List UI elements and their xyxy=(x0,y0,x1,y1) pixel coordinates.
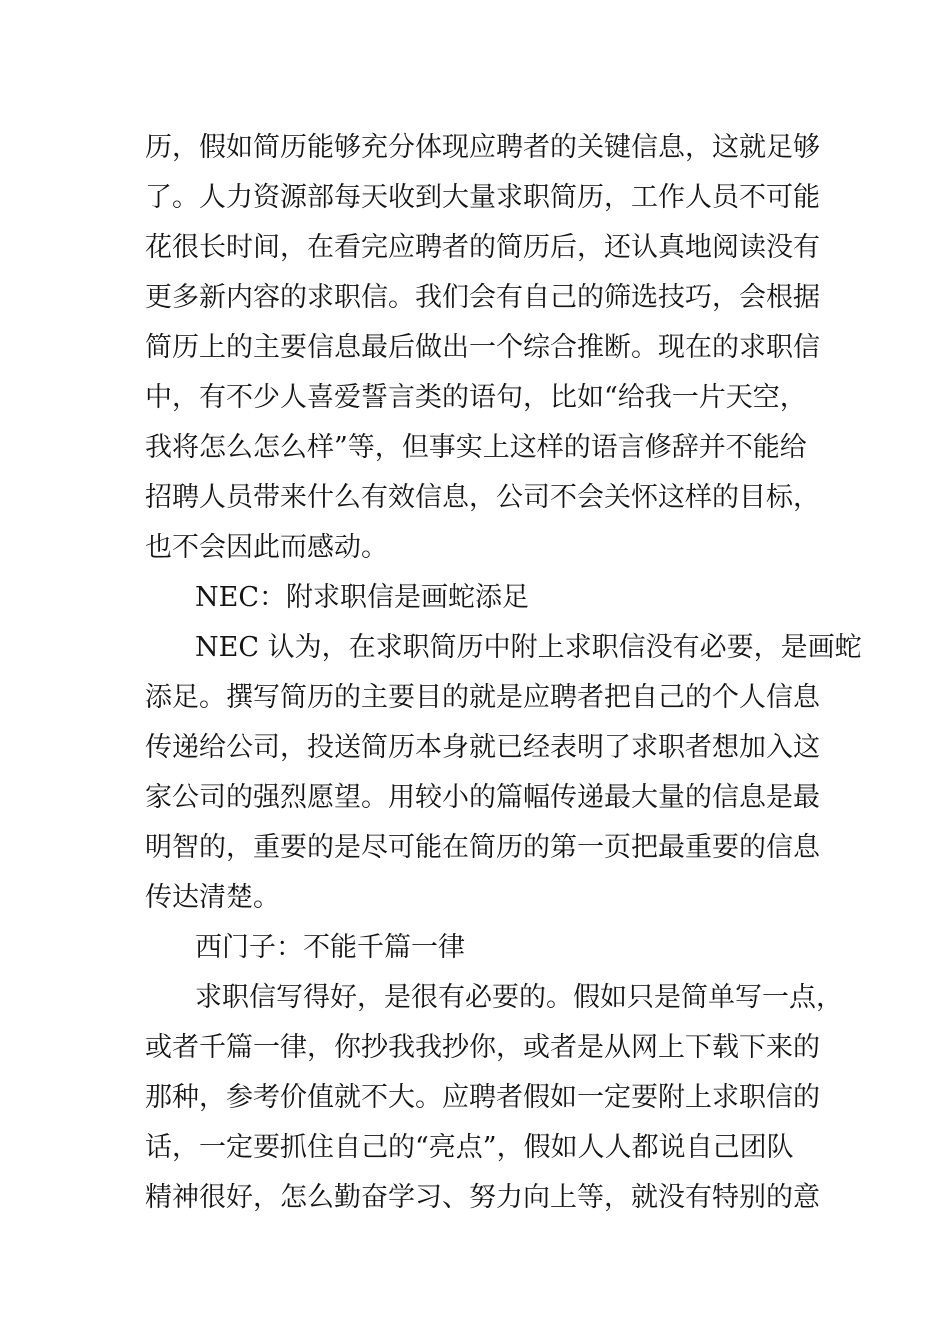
body-text-line: 精神很好，怎么勤奋学习、努力向上等，就没有特别的意 xyxy=(145,1182,820,1213)
section-heading-nec: NEC：附求职信是画蛇添足 xyxy=(195,582,529,613)
body-text-line: 求职信写得好，是很有必要的。假如只是简单写一点， xyxy=(195,982,843,1013)
section-heading-siemens: 西门子：不能千篇一律 xyxy=(195,932,465,963)
body-text-line: 那种，参考价值就不大。应聘者假如一定要附上求职信的 xyxy=(145,1082,820,1113)
body-text-line: 家公司的强烈愿望。用较小的篇幅传递最大量的信息是最 xyxy=(145,782,820,813)
body-text-line: 花很长时间，在看完应聘者的简历后，还认真地阅读没有 xyxy=(145,232,820,263)
body-text-line: 更多新内容的求职信。我们会有自己的筛选技巧，会根据 xyxy=(145,282,820,313)
body-text-line: 我将怎么怎么样”等，但事实上这样的语言修辞并不能给 xyxy=(145,432,807,463)
body-text-line: 中，有不少人喜爱誓言类的语句，比如“给我一片天空， xyxy=(145,382,807,413)
body-text-line: 招聘人员带来什么有效信息，公司不会关怀这样的目标， xyxy=(145,482,820,513)
body-text-line: 简历上的主要信息最后做出一个综合推断。现在的求职信 xyxy=(145,332,820,363)
body-text-line: 传达清楚。 xyxy=(145,882,280,913)
body-text-line: 历，假如简历能够充分体现应聘者的关键信息，这就足够 xyxy=(145,132,820,163)
body-text-line: 添足。撰写简历的主要目的就是应聘者把自己的个人信息 xyxy=(145,682,820,713)
body-text-line: 话，一定要抓住自己的“亮点”，假如人人都说自己团队 xyxy=(145,1132,794,1163)
body-text-line: NEC 认为，在求职简历中附上求职信没有必要，是画蛇 xyxy=(195,632,862,663)
body-text-line: 也不会因此而感动。 xyxy=(145,532,388,563)
body-text-line: 明智的，重要的是尽可能在简历的第一页把最重要的信息 xyxy=(145,832,820,863)
body-text-line: 了。人力资源部每天收到大量求职简历，工作人员不可能 xyxy=(145,182,820,213)
body-text-line: 传递给公司，投送简历本身就已经表明了求职者想加入这 xyxy=(145,732,820,763)
body-text-line: 或者千篇一律，你抄我我抄你，或者是从网上下载下来的 xyxy=(145,1032,820,1063)
